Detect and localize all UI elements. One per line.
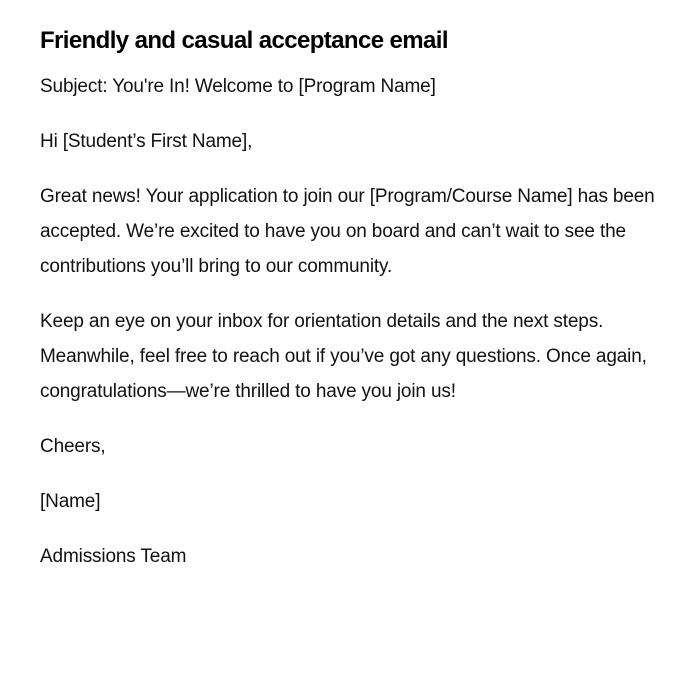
email-sign-off: Cheers, — [40, 436, 106, 457]
email-sender-name: [Name] — [40, 491, 101, 512]
email-body-paragraph-1: Great news! Your application to join our [Program/Course Name] has been accepted. We’re excited to have you on board and can’t wait to see the contributions you’ll bring to our community. — [40, 186, 655, 277]
email-sender-team: Admissions Team — [40, 546, 187, 567]
email-greeting: Hi [Student’s First Name], — [40, 131, 253, 152]
email-body-paragraph-2: Keep an eye on your inbox for orientation details and the next steps. Meanwhile, feel free to reach out if you’ve got any questions. Once again, congratulations—we’re thrilled to have you join us! — [40, 311, 647, 402]
document-title: Friendly and casual acceptance email — [40, 27, 448, 54]
email-subject-line: Subject: You're In! Welcome to [Program Name] — [40, 76, 436, 97]
